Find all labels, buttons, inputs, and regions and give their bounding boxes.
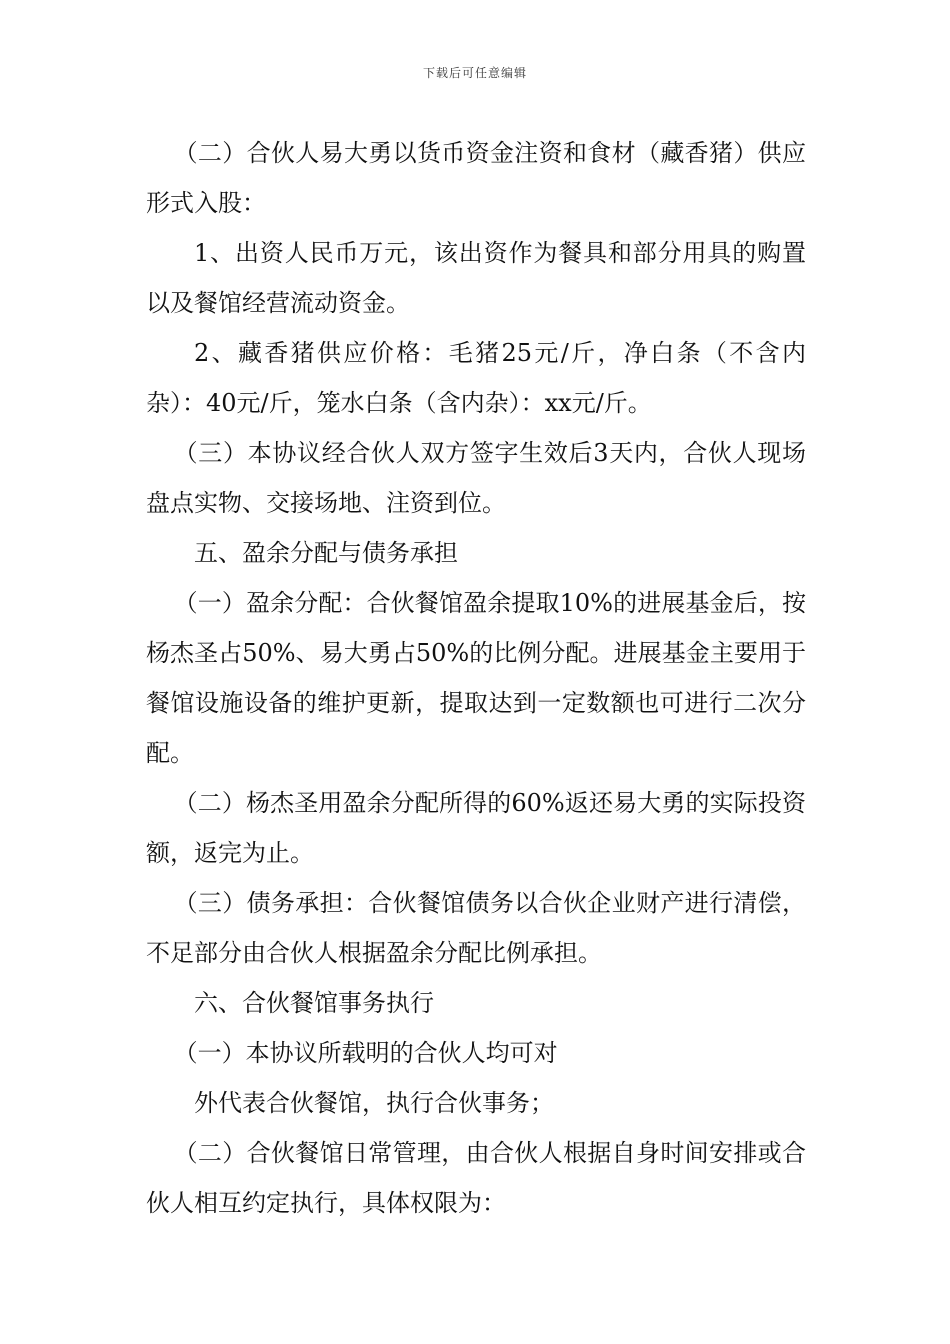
section-heading-6: 六、合伙餐馆事务执行 (194, 989, 434, 1017)
paragraph-agreement-effective: （三）本协议经合伙人双方签字生效后3天内，合伙人现场盘点实物、交接场地、注资到位。 (146, 439, 806, 517)
paragraph-representation: （一）本协议所载明的合伙人均可对 (173, 1039, 558, 1067)
paragraph-item-2-pork-price: 2、藏香猪供应价格：毛猪25元/斤，净白条（不含内杂）：40元/斤，笼水白条（含内杂）：xx元/斤。 (146, 339, 806, 417)
paragraph-repayment: （二）杨杰圣用盈余分配所得的60%返还易大勇的实际投资额，返完为止。 (146, 789, 806, 867)
paragraph-partner-2-contribution: （二）合伙人易大勇以货币资金注资和食材（藏香猪）供应形式入股： (146, 139, 806, 217)
paragraph-item-1-capital: 1、出资人民币万元，该出资作为餐具和部分用具的购置以及餐馆经营流动资金。 (146, 239, 806, 317)
paragraph-daily-management: （二）合伙餐馆日常管理，由合伙人根据自身时间安排或合伙人相互约定执行，具体权限为： (146, 1139, 806, 1217)
document-body (146, 128, 806, 1228)
paragraph-representation-cont: 外代表合伙餐馆，执行合伙事务； (194, 1089, 554, 1117)
paragraph-profit-distribution: （一）盈余分配：合伙餐馆盈余提取10%的进展基金后，按杨杰圣占50%、易大勇占50%的比例分配。进展基金主要用于餐馆设施设备的维护更新，提取达到一定数额也可进行二次分配。 (146, 589, 806, 767)
page-header: 下载后可任意编辑 (422, 66, 527, 80)
paragraph-debt-bearing: （三）债务承担：合伙餐馆债务以合伙企业财产进行清偿，不足部分由合伙人根据盈余分配比例承担。 (146, 889, 806, 967)
section-heading-5: 五、盈余分配与债务承担 (194, 539, 458, 567)
